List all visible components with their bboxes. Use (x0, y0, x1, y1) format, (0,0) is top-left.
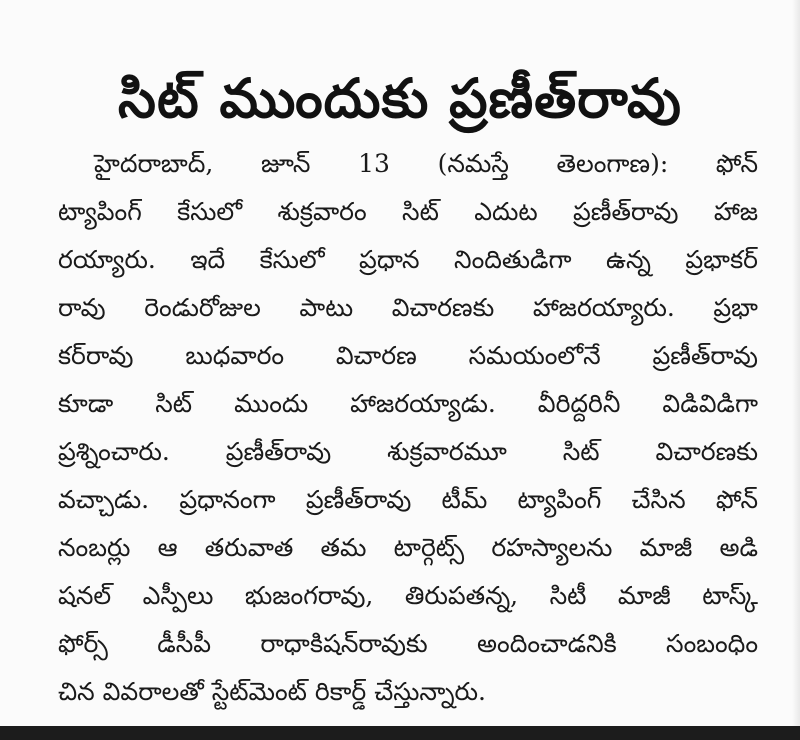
body-line: ఫోర్స్ డీసీపీ రాధాకిషన్‌రావుకు అందించాడనికి సంబంధిం (58, 629, 758, 658)
body-line: ట్యాపింగ్ కేసులో శుక్రవారం సిట్ ఎదుట ప్రణీత్‌రావు హాజ (58, 197, 758, 226)
body-line: రయ్యారు. ఇదే కేసులో ప్రధాన నిందితుడిగా ఉన్న ప్రభాకర్ (58, 245, 758, 274)
bottom-rule (0, 726, 800, 740)
body-line: చిన వివరాలతో స్టేట్‌మెంట్ రికార్డ్ చేస్తున్నారు. (58, 677, 486, 706)
body-line: హైదరాబాద్, జూన్ 13 (నమస్తే తెలంగాణ): ఫోన్ (94, 149, 758, 178)
headline: సిట్ ముందుకు ప్రణీత్‌రావు (118, 67, 682, 131)
body-line: వచ్చాడు. ప్రధానంగా ప్రణీత్‌రావు టీమ్ ట్యాపింగ్ చేసిన ఫోన్ (58, 485, 758, 514)
page-edge-shadow (792, 0, 800, 726)
body-line: నంబర్లు ఆ తరువాత తమ టార్గెట్స్ రహస్యాలను మాజీ అడి (58, 533, 758, 562)
article-body (58, 140, 758, 716)
body-line: ప్రశ్నించారు. ప్రణీత్‌రావు శుక్రవారమూ సిట్ విచారణకు (58, 437, 758, 466)
cropped-previous-line (0, 0, 800, 14)
body-line: కర్‌రావు బుధవారం విచారణ సమయంలోనే ప్రణీత్‌రావు (58, 341, 758, 370)
body-line: కూడా సిట్ ముందు హాజరయ్యాడు. వీరిద్దరినీ విడివిడిగా (58, 389, 758, 418)
body-line: షనల్ ఎస్పీలు భుజంగరావు, తిరుపతన్న, సిటీ మాజీ టాస్క్ (58, 581, 758, 610)
body-line: రావు రెండురోజుల పాటు విచారణకు హాజరయ్యారు. ప్రభా (58, 293, 758, 322)
